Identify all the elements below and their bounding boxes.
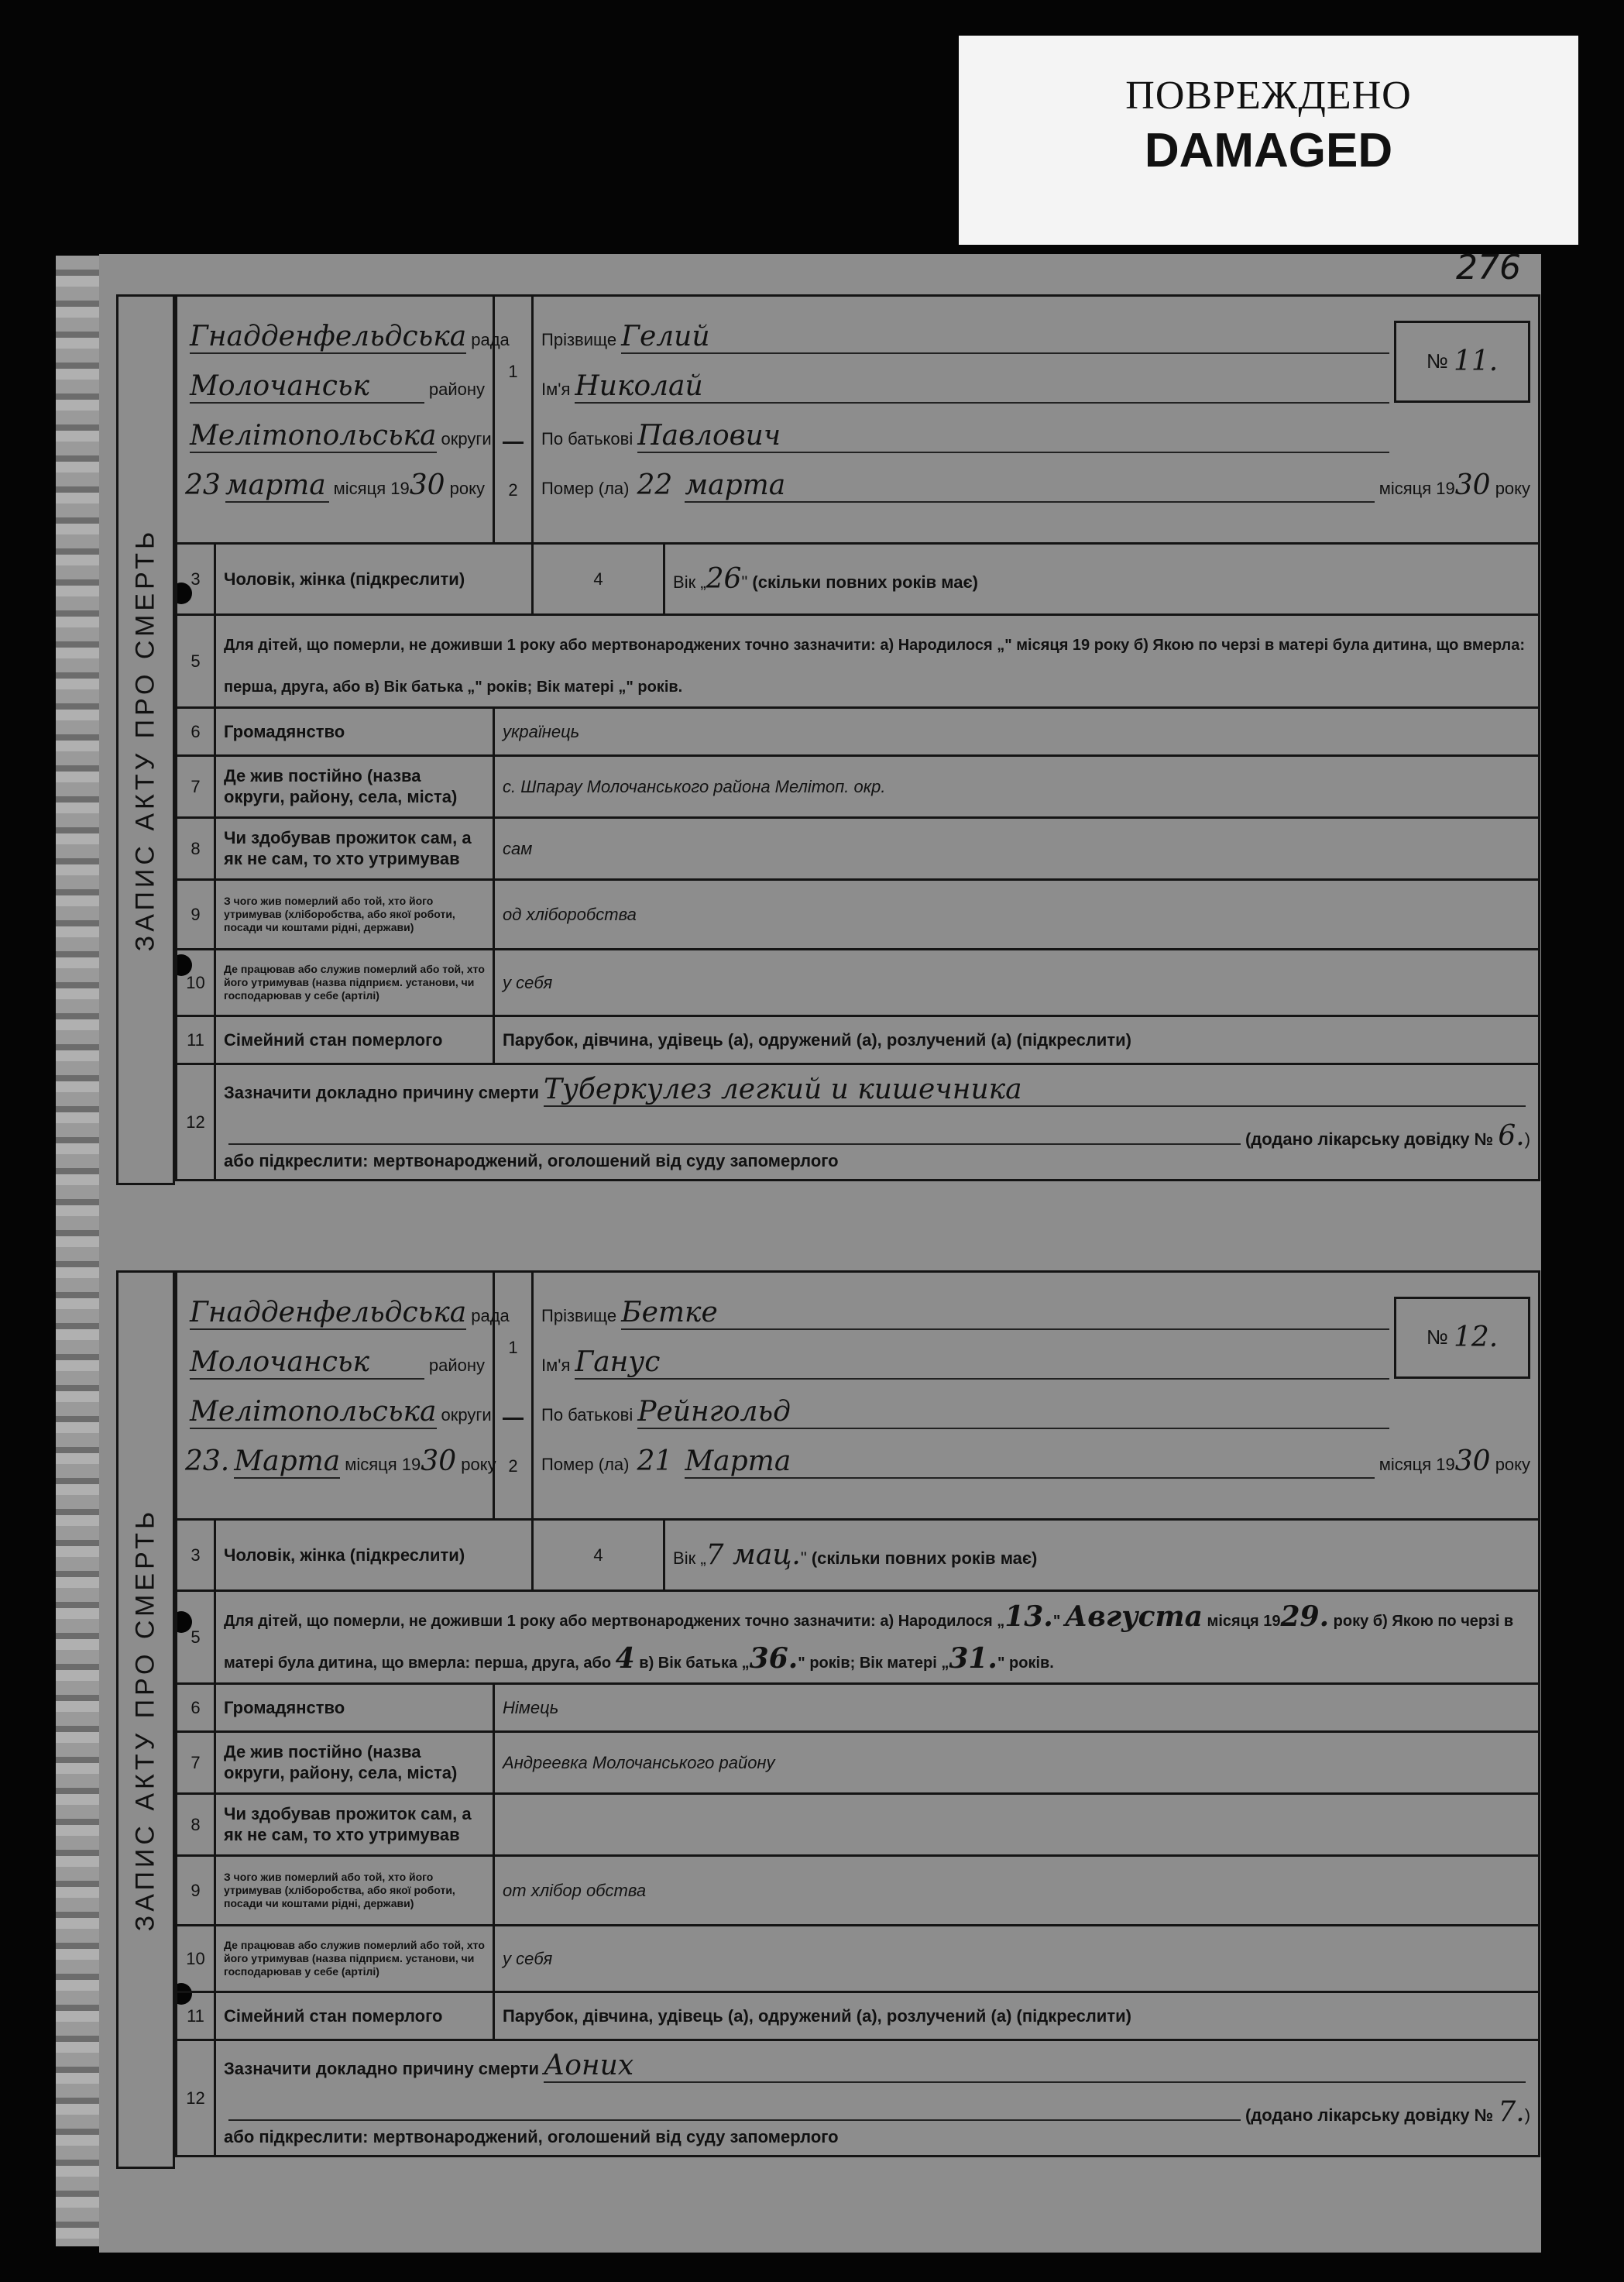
- person-cell: Прізвище Гелий Ім'я Николай По батькові Павлович № 11. Помер (ла) 22 марта місяця 19 30 року: [533, 296, 1540, 544]
- infant-cell: Для дітей, що померли, не доживши 1 року або мертвонароджених точно зазначити: а) Народилося „" місяця 19 року б) Якою по черзі в матері була дитина, що вмерла: перша, друга, або в) Вік батька „" років; Вік матері „" років.: [215, 615, 1540, 708]
- infant-cell: Для дітей, що померли, не доживши 1 року або мертвонароджених точно зазначити: а) Народилося „13." Августа місяця 1929. року б) Якою по черзі в матері була дитина, що вмерла: перша, друга, або 4 в) Вік батька „36." років; Вік матері „31." років.: [215, 1591, 1540, 1684]
- banner-line-en: DAMAGED: [1144, 124, 1393, 177]
- residence-value: с. Шпарау Молочанського района Мелітоп. окр.: [494, 756, 1540, 818]
- income-value: од хліборобства: [494, 880, 1540, 950]
- workplace-value: у себя: [494, 950, 1540, 1016]
- page-number: 276: [1456, 248, 1521, 287]
- registration-cell: Гнадденфельдська рада Молочанськ району Мелітопольська округи 23 марта місяця 19 30 року: [177, 296, 494, 544]
- cause-cell: Зазначити докладно причину смерти Аоних (додано лікарську довідку № 7. ) або підкреслити: мертвонароджений, оголошений від суду запомерлого: [215, 2040, 1540, 2157]
- person-cell: Прізвище Бетке Ім'я Ганус По батькові Рейнгольд № 12. Помер (ла) 21 Марта місяця 19 30 року: [533, 1272, 1540, 1520]
- record-2-vertical-title: ЗАПИС АКТУ ПРО СМЕРТЬ: [116, 1270, 175, 2169]
- damaged-banner: [959, 36, 1578, 245]
- sex-cell: Чоловік, жінка (підкреслити): [215, 544, 533, 615]
- age-cell: Вік „7 мац." (скільки повних років має): [664, 1520, 1540, 1591]
- record-1-table: Гнадденфельдська рада Молочанськ району Мелітопольська округи 23 марта місяця 19 30 року 1 2 Прізвище Гелий Ім'я Николай По батькові Павлович № 11. Помер (ла) 22 марта місяця 19 30 року 3 Чоловік, жінка (підкреслити) 4 Вік „26" (скільки повних років має) 5 Для дітей, що померли, не доживши 1 року або мертвонароджених точно зазначити: а) Народилося „" місяця 19 року б) Якою по черзі в матері була дитина, що вмерла: перша, друга, або в) Вік батька „" років; Вік матері „" років. 6 Громадянство українець 7 Де жив постійно (назва округи, району, села, міста) с. Шпарау Молочанського района Мелітоп. окр. 8 Чи здобував прожиток сам, а як не сам, то хто утримував сам 9 З чого жив померлий або той, хто його утримував (хліборобства, або якої роботи, посади чи коштами рідні, держави) од хліборобства 10 Де працював або служив померлий або той, хто його утримував (назва підприєм. установи, чи господарював у себе (артілі) у себя 11 Сімейний стан померлого Парубок, дівчина, удівець (а), одружений (а), розлучений (а) (підкреслити) 12 Зазначити докладно причину смерти Туберкулез легкий и кишечника (додано лікарську довідку № 6. ) або підкреслити: мертвонароджений, оголошений від суду запомерлого: [175, 294, 1540, 1181]
- income-value: от хлібор обства: [494, 1856, 1540, 1926]
- record-number-box: № 12.: [1394, 1297, 1530, 1379]
- residence-value: Андреевка Молочанського району: [494, 1732, 1540, 1794]
- age-cell: Вік „26" (скільки повних років має): [664, 544, 1540, 615]
- banner-line-ru: ПОВРЕЖДЕНО: [1125, 74, 1412, 118]
- workplace-value: у себя: [494, 1926, 1540, 1992]
- citizenship-value: Німець: [494, 1684, 1540, 1732]
- registration-cell: Гнадденфельдська рада Молочанськ району Мелітопольська округи 23. Марта місяця 19 30 року: [177, 1272, 494, 1520]
- sex-cell: Чоловік, жінка (підкреслити): [215, 1520, 533, 1591]
- marital-value: Парубок, дівчина, удівець (а), одружений (а), розлучений (а) (підкреслити): [494, 1992, 1540, 2040]
- binding-spine: [56, 256, 105, 2246]
- record-2-table: Гнадденфельдська рада Молочанськ району Мелітопольська округи 23. Марта місяця 19 30 року 1 2 Прізвище Бетке Ім'я Ганус По батькові Рейнгольд № 12. Помер (ла) 21 Марта місяця 19 30 року 3 Чоловік, жінка (підкреслити) 4 Вік „7 мац." (скільки повних років має) 5 Для дітей, що померли, не доживши 1 року або мертвонароджених точно зазначити: а) Народилося „13." Августа місяця 1929. року б) Якою по черзі в матері була дитина, що вмерла: перша, друга, або 4 в) Вік батька „36." років; Вік матері „31." років. 6 Громадянство Німець 7 Де жив постійно (назва округи, району, села, міста) Андреевка Молочанського району 8 Чи здобував прожиток сам, а як не сам, то хто утримував 9 З чого жив померлий або той, хто його утримував (хліборобства, або якої роботи, посади чи коштами рідні, держави) от хлібор обства 10 Де працював або служив померлий або той, хто його утримував (назва підприєм. установи, чи господарював у себе (артілі) у себя 11 Сімейний стан померлого Парубок, дівчина, удівець (а), одружений (а), розлучений (а) (підкреслити) 12 Зазначити докладно причину смерти Аоних (додано лікарську довідку № 7. ) або підкреслити: мертвонароджений, оголошений від суду запомерлого: [175, 1270, 1540, 2157]
- marital-value: Парубок, дівчина, удівець (а), одружений (а), розлучений (а) (підкреслити): [494, 1016, 1540, 1064]
- support-value: сам: [494, 818, 1540, 880]
- record-number-box: № 11.: [1394, 321, 1530, 403]
- citizenship-value: українець: [494, 708, 1540, 756]
- support-value: [494, 1794, 1540, 1856]
- cause-cell: Зазначити докладно причину смерти Туберкулез легкий и кишечника (додано лікарську довідку № 6. ) або підкреслити: мертвонароджений, оголошений від суду запомерлого: [215, 1064, 1540, 1181]
- record-1-vertical-title: ЗАПИС АКТУ ПРО СМЕРТЬ: [116, 294, 175, 1185]
